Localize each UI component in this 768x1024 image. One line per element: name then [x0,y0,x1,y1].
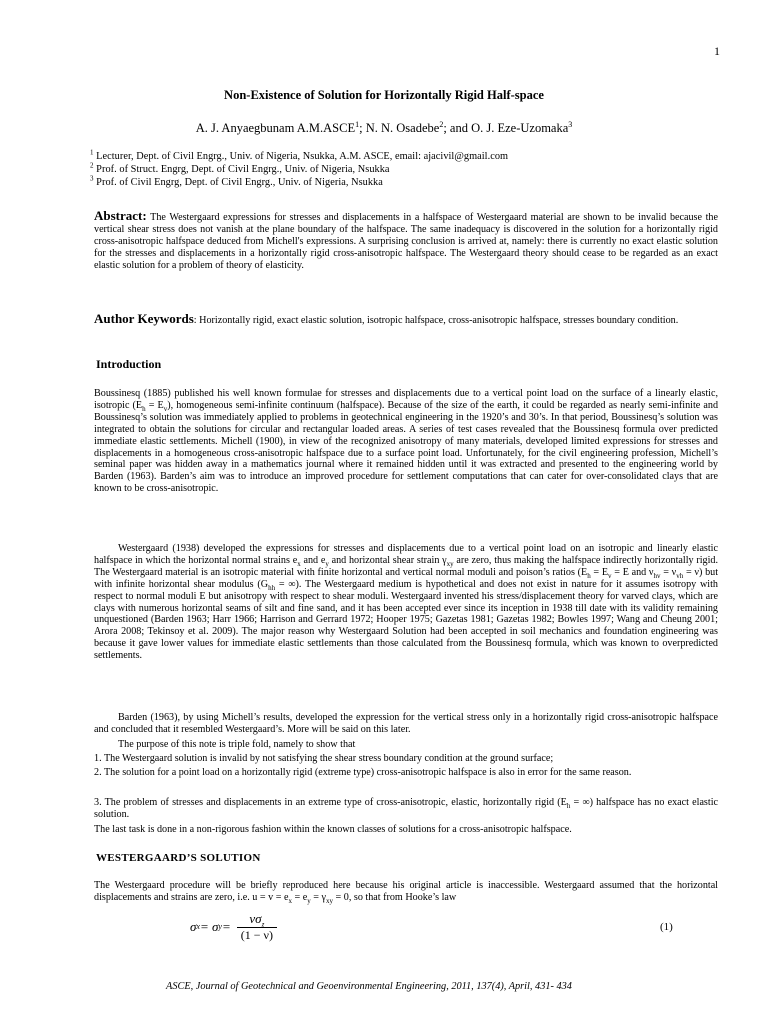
affiliation-1: $^1$ Lecturer, Dept. of Civil Engrg., Univ. of Nigeria, Nsukka, A.M. ASCE, email: ajacivil@gmail.com [90,148,509,162]
author-3: ; and O. J. Eze-Uzomaka [443,121,569,135]
author-1-sup: 1 [355,119,360,129]
westergaard-heading: WESTERGAARD’S SOLUTION [96,852,261,864]
intro-paragraph-3: Barden (1963), by using Michell’s results, developed the expression for the vertical stress only in a horizontally rigid cross-anisotropic halfspace and concluded that it resembled Westergaard’s. More will be said on this later. [94,712,718,735]
intro-paragraph-2: Westergaard (1938) developed the expressions for stresses and displacements due to a vertical point load on an isotropic and linearly elastic halfspace in which the horizontal normal strains $e_x$ and $e_y$ and horizontal shear strain $\gamma_{xy}$ are zero, thus making the halfspace indirectly horizontally rigid. The Westergaard material is an isotropic material with finite horizontal and vertical normal moduli and poison’s ratios ($E_h = E_v = E$ and $\nu_{hv} = \nu_{vh} = \nu$) but with infinite horizontal shear modulus ($G_{hh}$ = ∞). The Westergaard medium is hypothetical and does not exist in nature for it assumes isotropy with respect to normal moduli E but anisotropy with respect to shear moduli. Westergaard invented his stress/displacement theory for varved clays, which are clays with numerous horizontal seams of silt and fine sand, and it has been accepted ever since its inception in 1938 till date with its validity remaining unquestioned (Barden 1963; Harr 1966; Harrison and Gerrard 1972; Hooper 1975; Gazetas 1981; Gazetas 1982; Bowles 1997; Wang and Cheung 2001; Arora 2008; Tekinsoy et al. 2009). The major reason why Westergaard Solution had been accepted in soil mechanics and foundation engineering was because it gave lower values for immediate elastic settlements than those calculated from the Boussinesq formula, which was known to overpredicted settlements. [94,543,719,662]
intro-paragraph-4: The purpose of this note is triple fold, namely to show that [118,739,356,750]
affiliation-3: $^3$ Prof. of Civil Engrg, Dept. of Civil Engrg., Univ. of Nigeria, Nsukka [90,174,383,188]
keywords-heading: Author Keywords [94,311,194,326]
intro-last-line: The last task is done in a non-rigorous fashion within the known classes of solutions for a cross-anisotropic halfspace. [94,824,572,835]
keywords-block [94,313,718,327]
author-2: ; N. N. Osadebe [359,121,440,135]
paper-title: Non-Existence of Solution for Horizontally Rigid Half-space [224,88,544,102]
list-item-1: 1. The Westergaard solution is invalid by not satisfying the shear stress boundary condition at the ground surface; [94,753,554,764]
introduction-heading: Introduction [96,357,162,371]
author-line [0,121,768,136]
list-item-2: 2. The solution for a point load on a horizontally rigid (extreme type) cross-anisotropic halfspace is also in error for the same reason. [94,767,632,778]
author-3-sup: 3 [568,119,573,129]
affiliation-2: $^2$ Prof. of Struct. Engrg, Dept. of Civil Engrg., Univ. of Nigeria, Nsukka [90,161,390,175]
abstract-block [94,210,718,272]
page-number: 1 [714,44,720,58]
equation-fraction: $\frac{\nu\sigma_z}{(1 - \nu)}$ [237,911,277,943]
equation-number: (1) [660,921,673,933]
equation-1: σ x = σ y = $\frac{\nu\sigma_z}{(1 - \nu)}$ [190,911,277,943]
abstract-heading: Abstract: [94,208,147,223]
westergaard-paragraph: The Westergaard procedure will be briefly reproduced here because his original article is inaccessible. Westergaard assumed that the horizontal displacements and strains are zero, i.e. $u = v = e_x = e_y = \gamma_{xy} = 0$, so that from Hooke’s law [94,880,718,905]
keywords-text: : Horizontally rigid, exact elastic solution, isotropic halfspace, cross-anisotropic halfspace, stresses boundary condition. [193,315,679,326]
abstract-text: The Westergaard expressions for stresses and displacements in a halfspace of Westergaard material are shown to be invalid because the vertical shear stress does not vanish at the plane boundary of the halfspace. The same inadequacy is discovered in the solution for a horizontally rigid cross-anisotropic halfspace deduced from Michell's expressions. A surprising conclusion is arrived at, namely: there is currently no exact elastic solution for the stresses and displacements in a horizontally rigid cross-anisotropic halfspace. The Westergaard theory should cease to be regarded as an exact elastic solution for a problem of theory of elasticity. [94,212,718,271]
journal-footer: ASCE, Journal of Geotechnical and Geoenvironmental Engineering, 2011, 137(4), April, 431- 434 [166,981,572,992]
author-2-sup: 2 [439,119,444,129]
author-1: A. J. Anyaegbunam A.M.ASCE [195,121,356,135]
intro-paragraph-1: Boussinesq (1885) published his well known formulae for stresses and displacements due to a vertical point load on the surface of a linearly elastic, isotropic $(E_h = E_v)$, homogeneous semi-infinite continuum (halfspace). Because of the size of the earth, it could be regarded as nearly semi-infinite and Boussinesq’s solution was immediately applied to problems in geotechnical engineering in the 1920’s and 30’s. In that period, Boussinesq’s solution was integrated to obtain the solutions for circular and rectangular loaded areas. A series of test cases revealed that the Boussinesq formula over predicted immediate elastic settlements. Michell (1900), in view of the recognized anisotropy of many materials, developed limited expressions for stresses and displacements in a homogeneous cross-anisotropic halfspace due to a surface point load. Unfortunately, for the civil engineering profession, Michell’s seminal paper was hidden away in a mathematics journal where it remained hidden until it was extracted and presented to the engineering world by Barden (1963). Barden’s aim was to introduce an improved procedure for settlement computations that can cater for over-consolidated clays that are known to be cross-anisotropic. [94,388,719,495]
list-item-3: 3. The problem of stresses and displacements in an extreme type of cross-anisotropic, elastic, horizontally rigid ($E_h$ = ∞) halfspace has no exact elastic solution. [94,797,718,820]
